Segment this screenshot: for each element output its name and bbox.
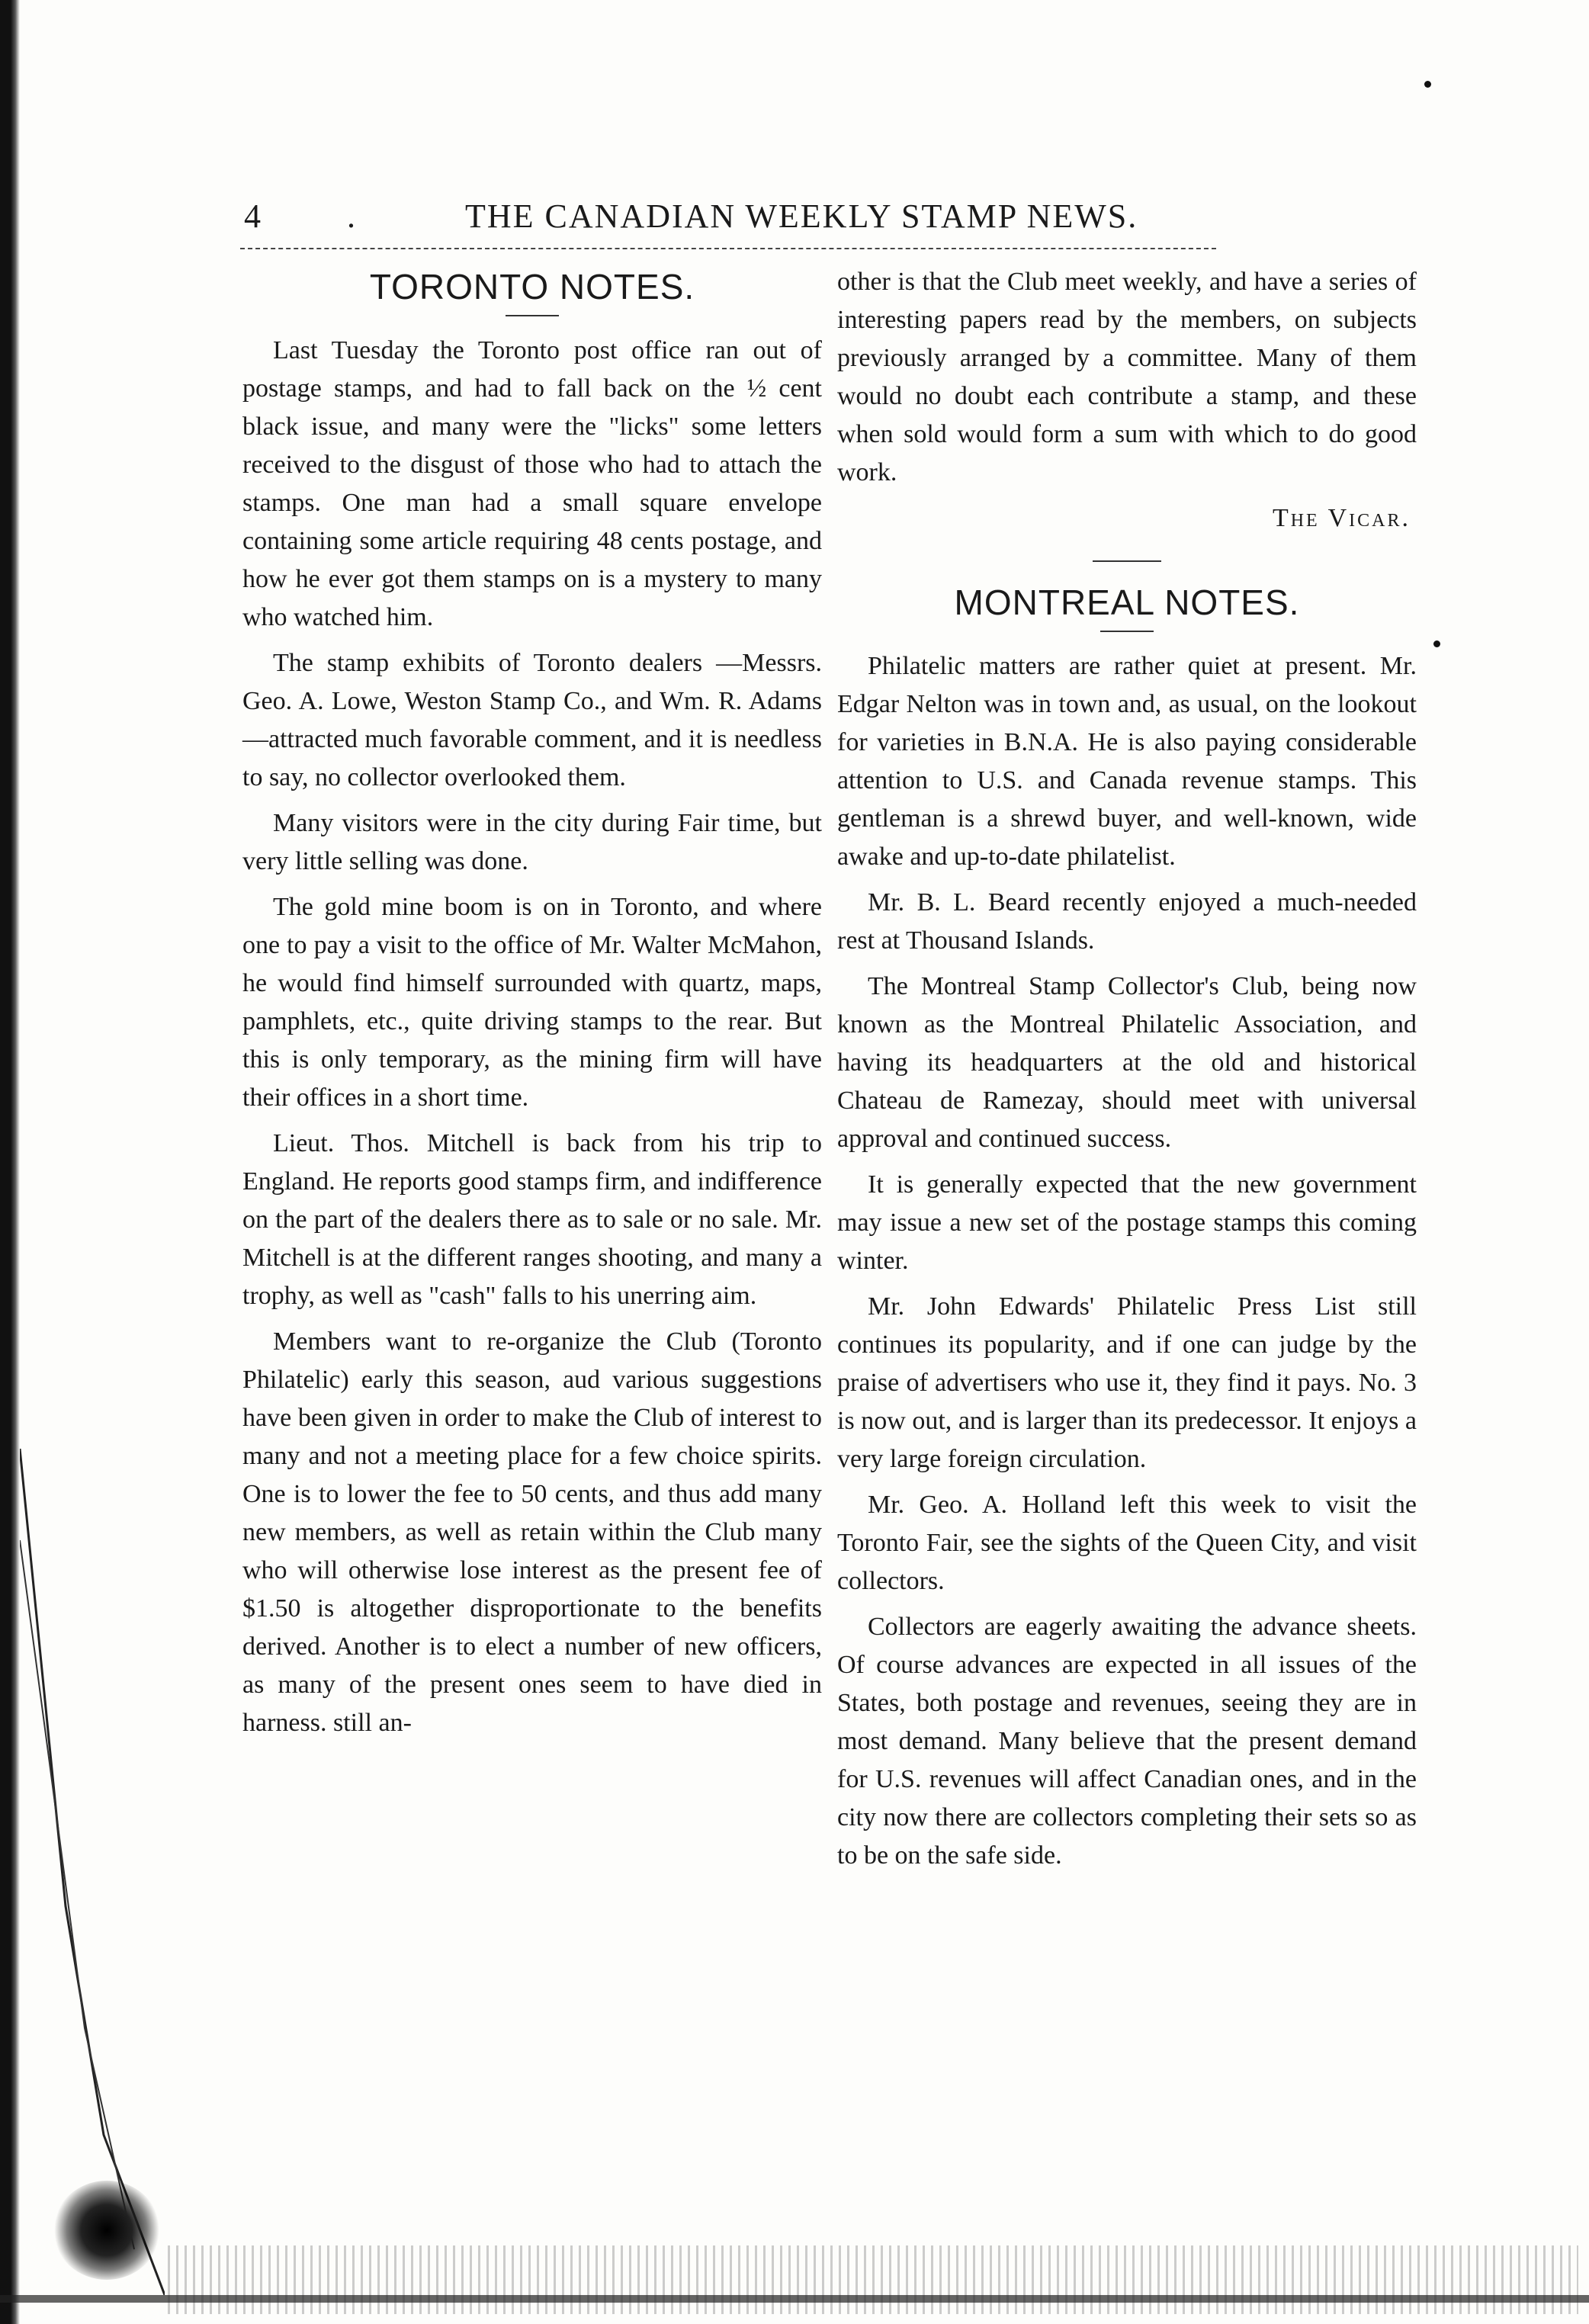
- running-header: [244, 197, 1235, 242]
- heading-rule: [506, 315, 559, 316]
- author-signature: The Vicar.: [1272, 504, 1411, 532]
- header-rule: [240, 248, 1216, 249]
- stray-mark: [1433, 640, 1440, 647]
- article-paragraph: Members want to re-organize the Club (Toronto Philatelic) early this season, aud various suggestions have been given in order to make the Club of interest to many and not a meeting place for a few choice spirits. One is to lower the fee to 50 cents, and thus add many new members, as well as retain within the Club many who will otherwise lose interest as the present fee of $1.50 is altogether disproportionate to the benefits derived. Another is to elect a number of new officers, as many of the present ones seem to have died in harness. still an-: [242, 1327, 822, 1737]
- article-paragraph: Mr. Geo. A. Holland left this week to visit the Toronto Fair, see the sights of the Queen City, and visit collectors.: [837, 1491, 1417, 1595]
- scan-noise: [168, 2245, 1578, 2314]
- article-paragraph: Many visitors were in the city during Fair time, but very little selling was done.: [242, 809, 822, 875]
- heading-rule: [1100, 631, 1154, 632]
- article-paragraph: Mr. B. L. Beard recently enjoyed a much-needed rest at Thousand Islands.: [837, 888, 1417, 955]
- continued-paragraph: other is that the Club meet weekly, and have a series of interesting papers read by the members, on subjects previously arranged by a committee. Many of them would no doubt each contribute a stamp, and these when sold would form a sum with which to do good work.: [837, 268, 1417, 486]
- article-paragraph: The stamp exhibits of Toronto dealers —Messrs. Geo. A. Lowe, Weston Stamp Co., and Wm. R. Adams—attracted much favorable comment, and it is needless to say, no collector overlooked them.: [242, 649, 822, 791]
- article-paragraph: The Montreal Stamp Collector's Club, being now known as the Montreal Philatelic Association, and having its headquarters at the old and historical Chateau de Ramezay, should meet with universal approval and continued success.: [837, 972, 1417, 1153]
- stray-mark: [1424, 81, 1431, 88]
- publication-title: THE CANADIAN WEEKLY STAMP NEWS.: [465, 197, 1138, 235]
- ink-blot: [53, 2181, 160, 2280]
- header-separator: .: [347, 197, 357, 235]
- article-paragraph: It is generally expected that the new government may issue a new set of the postage stamps this coming winter.: [837, 1170, 1417, 1275]
- article-paragraph: Last Tuesday the Toronto post office ran out of postage stamps, and had to fall back on the ½ cent black issue, and many were the "licks" some letters received to the disgust of those who had to attach the stamps. One man had a small square envelope containing some article requiring 48 cents postage, and how he ever got them stamps on is a mystery to many who watched him.: [242, 336, 822, 631]
- section-rule: [1093, 560, 1161, 562]
- article-paragraph: Collectors are eagerly awaiting the advance sheets. Of course advances are expected in all issues of the States, both postage and revenues, seeing they are in most demand. Many believe that the present demand for U.S. revenues will affect Canadian ones, and in the city now there are collectors completing their sets so as to be on the safe side.: [837, 1613, 1417, 1870]
- toronto-notes-heading: TORONTO NOTES.: [369, 267, 695, 307]
- scan-artifact-lines: [20, 1449, 165, 2295]
- page-number: 4: [244, 197, 262, 235]
- montreal-notes-heading: MONTREAL NOTES.: [954, 583, 1300, 622]
- binding-edge-shadow: [0, 0, 20, 2324]
- article-paragraph: The gold mine boom is on in Toronto, and where one to pay a visit to the office of Mr. Walter McMahon, he would find himself surrounded with quartz, maps, pamphlets, etc., quite driving stamps to the rear. But this is only temporary, as the mining firm will have their offices in a short time.: [242, 893, 822, 1112]
- scan-bottom-edge: [0, 2295, 1589, 2303]
- right-column: [837, 263, 1417, 1883]
- article-paragraph: Lieut. Thos. Mitchell is back from his trip to England. He reports good stamps firm, and indifference on the part of the dealers there as to sale or no sale. Mr. Mitchell is at the different ranges shooting, and many a trophy, as well as "cash" falls to his unerring aim.: [242, 1129, 822, 1310]
- left-column: [242, 263, 822, 1750]
- article-paragraph: Philatelic matters are rather quiet at present. Mr. Edgar Nelton was in town and, as usual, on the lookout for varieties in B.N.A. He is also paying considerable attention to U.S. and Canada revenue stamps. This gentleman is a shrewd buyer, and well-known, wide awake and up-to-date philatelist.: [837, 652, 1417, 871]
- article-paragraph: Mr. John Edwards' Philatelic Press List still continues its popularity, and if one can judge by the praise of advertisers who use it, they find it pays. No. 3 is now out, and is larger than its predecessor. It enjoys a very large foreign circulation.: [837, 1292, 1417, 1473]
